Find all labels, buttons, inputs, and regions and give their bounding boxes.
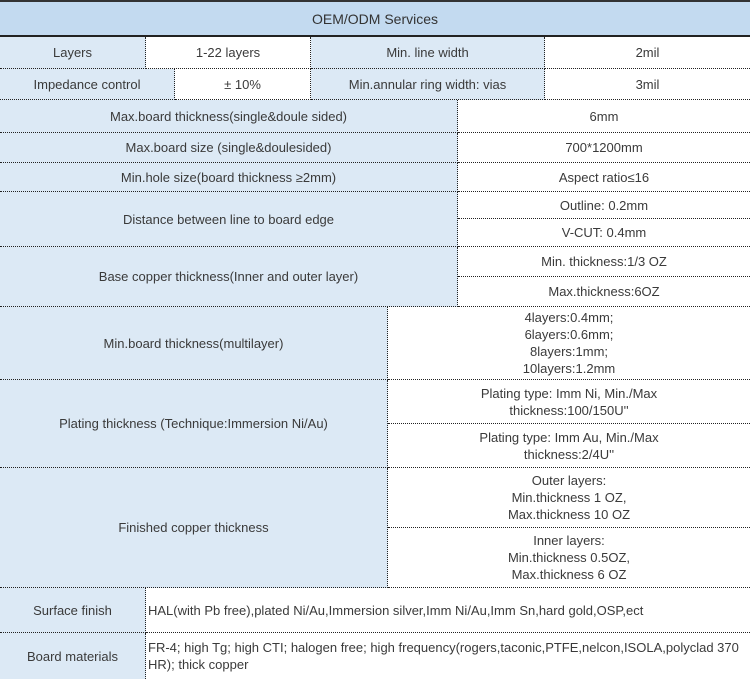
min-hole-value: Aspect ratio≤16	[458, 163, 750, 192]
table-title: OEM/ODM Services	[0, 0, 750, 37]
inner-title: Inner layers:	[533, 533, 605, 548]
min-line-width-label: Min. line width	[311, 37, 545, 69]
multilayer-6: 6layers:0.6mm;	[524, 327, 614, 342]
multilayer-10: 10layers:1.2mm	[522, 361, 616, 376]
edge-distance-outline: Outline: 0.2mm	[458, 192, 750, 219]
surface-finish-value: HAL(with Pb free),plated Ni/Au,Immersion silver,Imm Ni/Au,Imm Sn,hard gold,OSP,ect	[146, 588, 750, 633]
edge-distance-label: Distance between line to board edge	[0, 192, 458, 247]
multilayer-8: 8layers:1mm;	[529, 344, 609, 359]
impedance-value: ± 10%	[175, 69, 311, 100]
outer-min: Min.thickness 1 OZ,	[511, 490, 627, 505]
min-line-width-value: 2mil	[545, 37, 750, 69]
outer-max: Max.thickness 10 OZ	[507, 507, 631, 522]
max-thickness-label: Max.board thickness(single&doule sided)	[0, 100, 458, 133]
finished-copper-inner	[388, 528, 750, 588]
base-copper-label: Base copper thickness(Inner and outer layer)	[0, 247, 458, 307]
base-copper-min: Min. thickness:1/3 OZ	[458, 247, 750, 277]
plating-label: Plating thickness (Technique:Immersion Ni/Au)	[0, 380, 388, 468]
min-multilayer-label: Min.board thickness(multilayer)	[0, 307, 388, 380]
board-materials-value: FR-4; high Tg; high CTI; halogen free; high frequency(rogers,taconic,PTFE,nelcon,ISOLA,polyclad 370 HR); thick copper	[146, 633, 750, 679]
finished-copper-outer	[388, 468, 750, 528]
layers-label: Layers	[0, 37, 146, 69]
annular-ring-value: 3mil	[545, 69, 750, 100]
inner-max: Max.thickness 6 OZ	[511, 567, 627, 582]
max-size-value: 700*1200mm	[458, 133, 750, 163]
finished-copper-label: Finished copper thickness	[0, 468, 388, 588]
outer-title: Outer layers:	[531, 473, 607, 488]
impedance-label: Impedance control	[0, 69, 175, 100]
plating-ni: Plating type: Imm Ni, Min./Max thickness:100/150U''	[388, 380, 750, 424]
max-size-label: Max.board size (single&doulesided)	[0, 133, 458, 163]
inner-min: Min.thickness 0.5OZ,	[507, 550, 631, 565]
max-thickness-value: 6mm	[458, 100, 750, 133]
layers-value: 1-22 layers	[146, 37, 311, 69]
plating-au: Plating type: Imm Au, Min./Max thickness:2/4U''	[388, 424, 750, 468]
board-materials-label: Board materials	[0, 633, 146, 679]
min-hole-label: Min.hole size(board thickness ≥2mm)	[0, 163, 458, 192]
base-copper-max: Max.thickness:6OZ	[458, 277, 750, 307]
edge-distance-vcut: V-CUT: 0.4mm	[458, 219, 750, 247]
min-multilayer-values	[388, 307, 750, 380]
multilayer-4: 4layers:0.4mm;	[524, 310, 614, 325]
surface-finish-label: Surface finish	[0, 588, 146, 633]
annular-ring-label: Min.annular ring width: vias	[311, 69, 545, 100]
